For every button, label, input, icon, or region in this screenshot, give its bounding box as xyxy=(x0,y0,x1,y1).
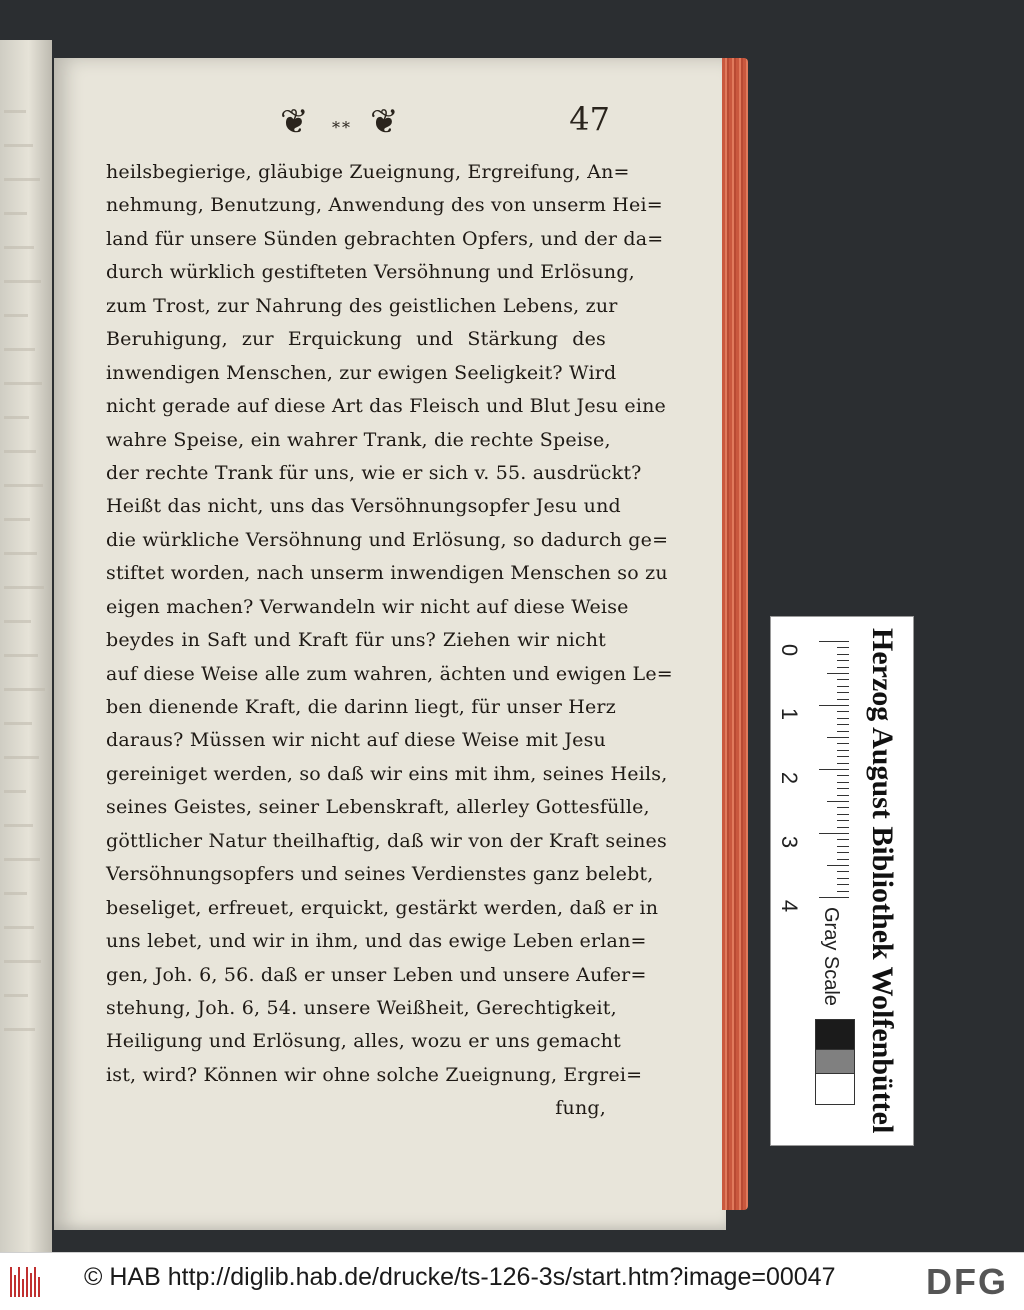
facing-page-line xyxy=(4,858,40,861)
scale-tick xyxy=(837,795,849,796)
scale-label: 0 xyxy=(777,643,803,657)
scale-label: 3 xyxy=(777,835,803,849)
scale-tick xyxy=(819,641,849,642)
scale-tick xyxy=(837,807,849,808)
facing-page-line xyxy=(4,518,30,521)
source-link[interactable]: © HAB http://diglib.hab.de/drucke/ts-126-3s/start.htm?image=00047 xyxy=(84,1263,836,1291)
scale-tick xyxy=(827,865,849,866)
text-line: Heiligung und Erlösung, alles, wozu er uns gemacht xyxy=(106,1030,621,1053)
scale-tick xyxy=(837,884,849,885)
catchword: fung, xyxy=(555,1097,606,1120)
text-line: ist, wird? Können wir ohne solche Zueignung, Ergrei= xyxy=(106,1063,643,1086)
scale-tick xyxy=(837,820,849,821)
facing-page-line xyxy=(4,348,35,351)
scale-ruler xyxy=(770,616,914,1146)
facing-page-line xyxy=(4,178,40,181)
institution-name: Herzog August Bibliothek Wolfenbüttel xyxy=(866,628,899,1134)
scale-tick xyxy=(837,763,849,764)
scale-tick xyxy=(837,871,849,872)
text-line: nicht gerade auf diese Art das Fleisch und Blut Jesu eine xyxy=(106,395,667,418)
facing-page-line xyxy=(4,722,32,725)
text-line: die würkliche Versöhnung und Erlösung, so dadurch ge= xyxy=(106,528,669,551)
red-page-edge xyxy=(722,58,748,1210)
text-line: inwendigen Menschen, zur ewigen Seeligkeit? Wird xyxy=(106,361,617,384)
gray-scale-label: Gray Scale xyxy=(820,907,842,1006)
page-header xyxy=(280,100,610,144)
scale-tick xyxy=(837,839,849,840)
text-line: gereiniget werden, so daß wir eins mit ihm, seines Heils, xyxy=(106,762,668,785)
scale-tick xyxy=(837,660,849,661)
scale-tick xyxy=(819,833,849,834)
facing-page-line xyxy=(4,960,41,963)
facing-page-line xyxy=(4,314,28,317)
swatch-gray xyxy=(815,1049,855,1075)
text-line: land für unsere Sünden gebrachten Opfers, und der da= xyxy=(106,227,664,250)
scale-tick xyxy=(837,756,849,757)
facing-page-line xyxy=(4,620,31,623)
facing-page-line xyxy=(4,382,42,385)
scale-tick xyxy=(837,846,849,847)
facing-page-line xyxy=(4,110,26,113)
scale-tick xyxy=(837,750,849,751)
scale-tick xyxy=(837,782,849,783)
facing-page-line xyxy=(4,926,34,929)
scale-tick xyxy=(837,827,849,828)
text-line: der rechte Trank für uns, wie er sich v. 55. ausdrückt? xyxy=(106,461,642,484)
text-line: eigen machen? Verwandeln wir nicht auf diese Weise xyxy=(106,595,629,618)
text-line: wahre Speise, ein wahrer Trank, die rechte Speise, xyxy=(106,428,611,451)
facing-page-line xyxy=(4,824,33,827)
scale-tick xyxy=(837,891,849,892)
facing-page-line xyxy=(4,280,41,283)
facing-page-line xyxy=(4,484,43,487)
scale-tick xyxy=(837,686,849,687)
scale-label: 4 xyxy=(777,899,803,913)
scale-label: 1 xyxy=(777,707,803,721)
facing-page-line xyxy=(4,552,37,555)
page-number: 47 xyxy=(569,100,610,138)
facing-page-edge xyxy=(0,40,52,1252)
text-line: ben dienende Kraft, die darinn liegt, für unser Herz xyxy=(106,696,616,718)
scale-tick xyxy=(837,647,849,648)
facing-page-line xyxy=(4,212,27,215)
scale-tick xyxy=(819,897,849,898)
dfg-logo: DFG xyxy=(926,1261,1008,1302)
scale-tick xyxy=(837,859,849,860)
facing-page-line xyxy=(4,688,45,691)
scale-tick xyxy=(819,769,849,770)
facing-page-line xyxy=(4,416,29,419)
facing-page-line xyxy=(4,654,38,657)
ornament-right-icon: ❦ xyxy=(370,102,399,142)
footer-bar xyxy=(0,1252,1024,1310)
text-line: daraus? Müssen wir nicht auf diese Weise mit Jesu xyxy=(106,729,606,752)
text-line: beseliget, erfreuet, erquickt, gestärkt werden, daß er in xyxy=(106,896,659,919)
scale-tick xyxy=(837,775,849,776)
facing-page-line xyxy=(4,246,34,249)
hab-logo-icon xyxy=(10,1267,44,1297)
text-line: heilsbegierige, gläubige Zueignung, Ergreifung, An= xyxy=(106,161,630,183)
scale-tick xyxy=(837,654,849,655)
body-text xyxy=(106,156,673,1126)
text-line: Beruhigung, zur Erquickung und Stärkung des xyxy=(106,328,606,351)
text-line: nehmung, Benutzung, Anwendung des von unserm Hei= xyxy=(106,194,663,217)
text-line: göttlicher Natur theilhaftig, daß wir von der Kraft seines xyxy=(106,829,667,852)
facing-page-line xyxy=(4,586,44,589)
text-line: stiftet worden, nach unserm inwendigen Menschen so zu xyxy=(106,562,668,585)
scale-tick xyxy=(827,801,849,802)
text-line: seines Geistes, seiner Lebenskraft, allerley Gottesfülle, xyxy=(106,796,650,819)
scale-tick xyxy=(827,673,849,674)
scale-tick xyxy=(837,699,849,700)
scale-tick xyxy=(837,692,849,693)
text-line: beydes in Saft und Kraft für uns? Ziehen wir nicht xyxy=(106,629,606,652)
scale-tick xyxy=(837,724,849,725)
facing-page-line xyxy=(4,1028,35,1031)
swatch-white xyxy=(815,1073,855,1105)
scale-tick xyxy=(837,667,849,668)
scale-tick xyxy=(837,718,849,719)
swatch-black xyxy=(815,1019,855,1051)
text-line: Heißt das nicht, uns das Versöhnungsopfer Jesu und xyxy=(106,495,621,518)
text-line: gen, Joh. 6, 56. daß er unser Leben und unsere Aufer= xyxy=(106,963,647,986)
text-line: durch würklich gestifteten Versöhnung und Erlösung, xyxy=(106,261,635,284)
facing-page-line xyxy=(4,994,28,997)
scale-tick xyxy=(837,814,849,815)
scale-tick xyxy=(837,743,849,744)
text-line: stehung, Joh. 6, 54. unsere Weißheit, Gerechtigkeit, xyxy=(106,996,617,1019)
facing-page-line xyxy=(4,756,39,759)
scale-tick xyxy=(837,878,849,879)
scale-tick xyxy=(827,737,849,738)
facing-page-line xyxy=(4,790,26,793)
scale-tick xyxy=(837,731,849,732)
ornament-left-icon: ❦ xyxy=(280,102,309,142)
facing-page-line xyxy=(4,892,27,895)
text-line: auf diese Weise alle zum wahren, ächten und ewigen Le= xyxy=(106,662,673,685)
text-line: Versöhnungsopfers und seines Verdienstes ganz belebt, xyxy=(106,863,654,886)
text-line: uns lebet, und wir in ihm, und das ewige Leben erlan= xyxy=(106,930,647,953)
facing-page-line xyxy=(4,144,33,147)
ornament-stars: ** xyxy=(332,118,352,137)
scale-tick xyxy=(837,679,849,680)
scale-tick xyxy=(837,711,849,712)
facing-page-line xyxy=(4,450,36,453)
scale-tick xyxy=(837,852,849,853)
scale-tick xyxy=(819,705,849,706)
scale-label: 2 xyxy=(777,771,803,785)
text-line: zum Trost, zur Nahrung des geistlichen Lebens, zur xyxy=(106,294,618,317)
scale-tick xyxy=(837,788,849,789)
